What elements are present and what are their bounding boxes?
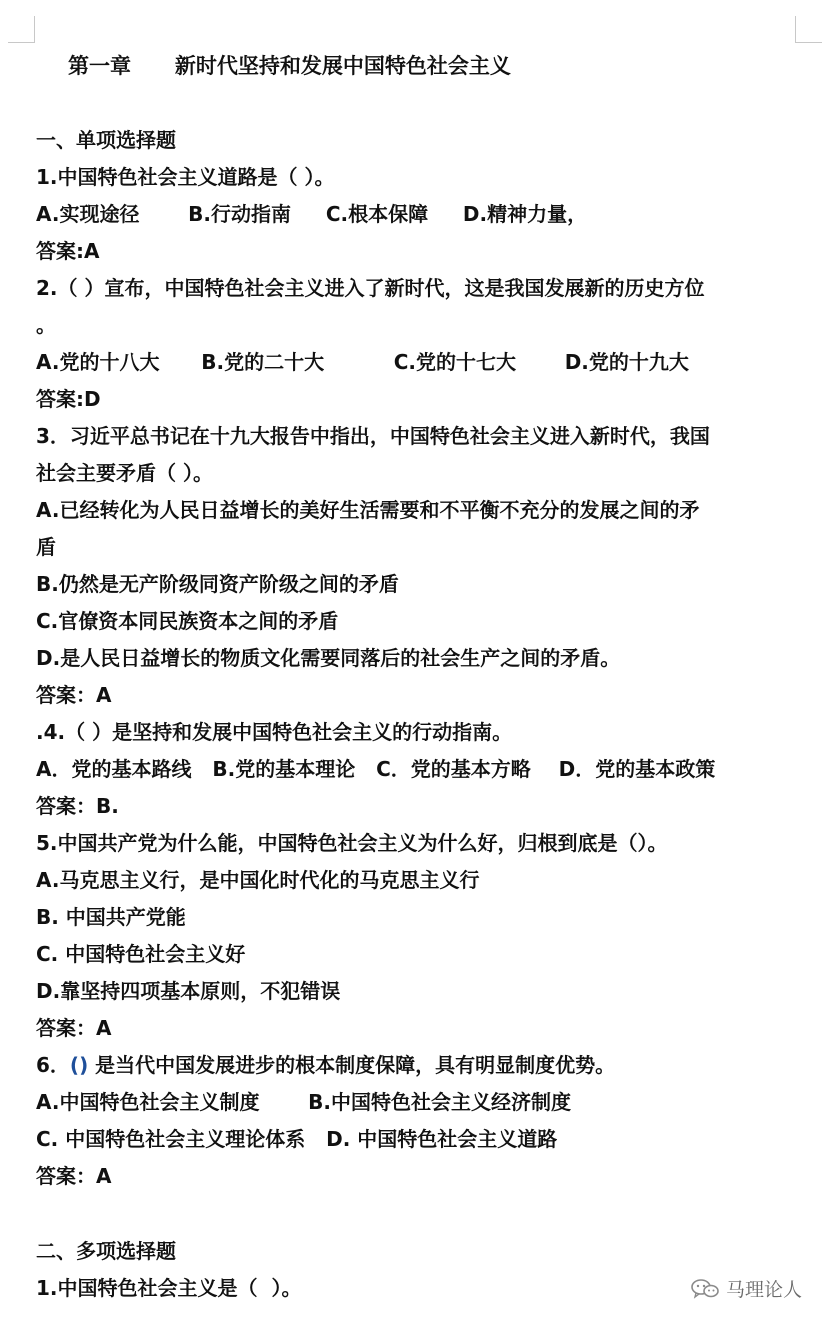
answer-line: 答案：A xyxy=(36,1164,112,1188)
spacer xyxy=(36,1195,816,1233)
question-blank: () xyxy=(69,1053,89,1077)
answer-line: 答案:A xyxy=(36,239,100,263)
option-line: B. 中国共产党能 xyxy=(36,905,186,929)
question-line-continued: 。 xyxy=(36,313,56,337)
option-line: D.靠坚持四项基本原则，不犯错误 xyxy=(36,979,341,1003)
wechat-icon xyxy=(690,1278,720,1300)
answer-line: 答案：A xyxy=(36,1016,112,1040)
question-line: 3．习近平总书记在十九大报告中指出，中国特色社会主义进入新时代，我国 xyxy=(36,424,710,448)
question-number: 6． xyxy=(36,1053,70,1077)
section-heading: 一、单项选择题 xyxy=(36,128,176,152)
option-line: C. 中国特色社会主义好 xyxy=(36,942,246,966)
question-line-continued: 社会主要矛盾（ ）。 xyxy=(36,461,213,485)
options-line: C. 中国特色社会主义理论体系 D. 中国特色社会主义道路 xyxy=(36,1127,558,1151)
answer-line: 答案:D xyxy=(36,387,101,411)
question-line: .4.（ ）是坚持和发展中国特色社会主义的行动指南。 xyxy=(36,720,513,744)
options-line: A．党的基本路线 B.党的基本理论 C．党的基本方略 D．党的基本政策 xyxy=(36,757,716,781)
section-heading: 二、多项选择题 xyxy=(36,1239,176,1263)
question-text: 是当代中国发展进步的根本制度保障，具有明显制度优势。 xyxy=(88,1053,616,1077)
question-line: 1.中国特色社会主义道路是（ ）。 xyxy=(36,165,335,189)
spacer xyxy=(36,84,816,122)
answer-line: 答案：B. xyxy=(36,794,119,818)
page-corner-mark-top-left xyxy=(8,16,35,43)
option-line: C.官僚资本同民族资本之间的矛盾 xyxy=(36,609,339,633)
option-line: B.仍然是无产阶级同资产阶级之间的矛盾 xyxy=(36,572,399,596)
option-line: D.是人民日益增长的物质文化需要同落后的社会生产之间的矛盾。 xyxy=(36,646,621,670)
document-page xyxy=(36,48,816,1307)
options-line: A.党的十八大 B.党的二十大 C.党的十七大 D.党的十九大 xyxy=(36,350,689,374)
option-line-continued: 盾 xyxy=(36,535,56,559)
watermark xyxy=(690,1275,802,1302)
page-corner-mark-top-right xyxy=(795,16,822,43)
option-line: A.马克思主义行，是中国化时代化的马克思主义行 xyxy=(36,868,480,892)
question-line xyxy=(36,1047,816,1084)
question-line: 5.中国共产党为什么能，中国特色社会主义为什么好，归根到底是（）。 xyxy=(36,831,668,855)
option-line: A.已经转化为人民日益增长的美好生活需要和不平衡不充分的发展之间的矛 xyxy=(36,498,700,522)
question-line: 1.中国特色社会主义是（ ）。 xyxy=(36,1276,302,1300)
question-line: 2.（ ）宣布，中国特色社会主义进入了新时代，这是我国发展新的历史方位 xyxy=(36,276,705,300)
answer-line: 答案：A xyxy=(36,683,112,707)
options-line: A.实现途径 B.行动指南 C.根本保障 D.精神力量， xyxy=(36,202,588,226)
watermark-text: 马理论人 xyxy=(725,1279,802,1301)
chapter-title: 第一章 新时代坚持和发展中国特色社会主义 xyxy=(68,54,511,78)
options-line: A.中国特色社会主义制度 B.中国特色社会主义经济制度 xyxy=(36,1090,572,1114)
